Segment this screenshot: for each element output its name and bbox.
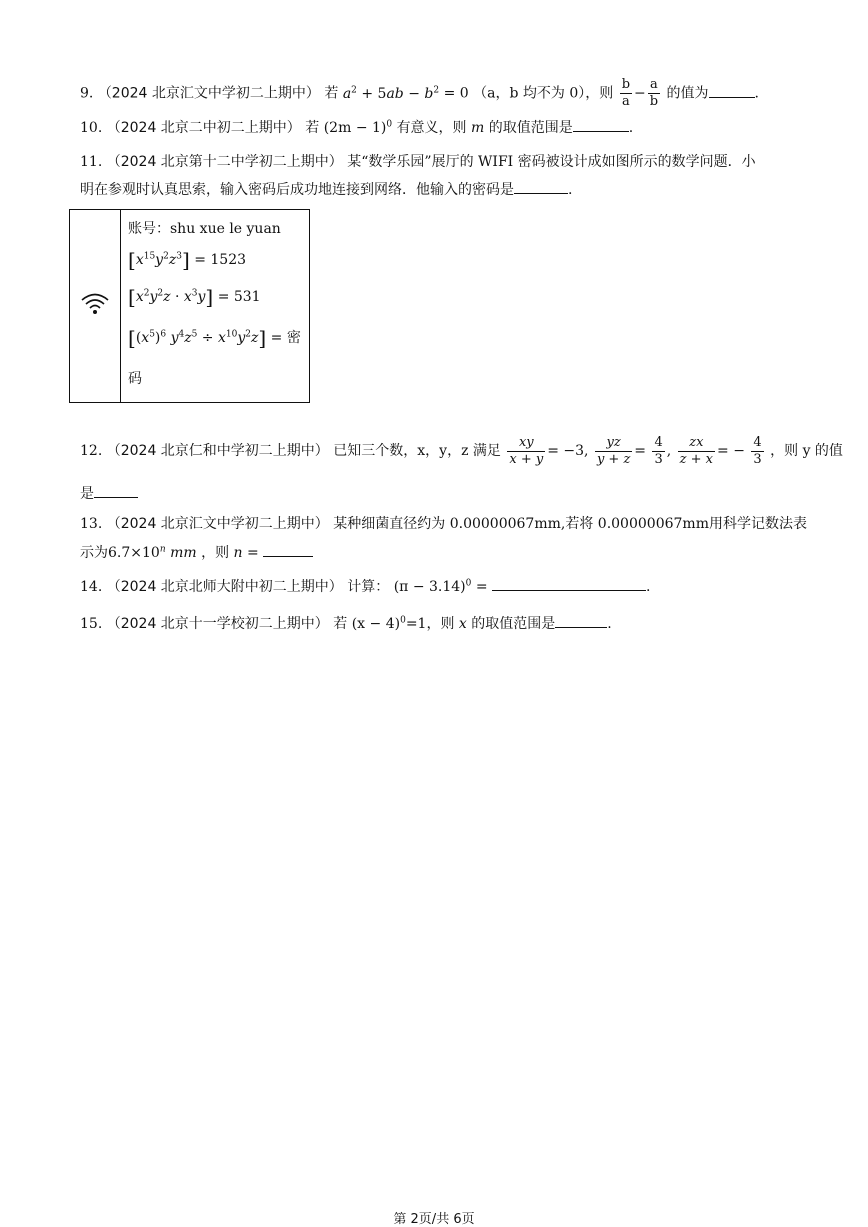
question-14: 14. （2024 北京北师大附中初二上期中） 计算： $(\pi - 3.14)^0$ = . [80,578,651,595]
question-source: （2024 北京北师大附中初二上期中） [106,579,343,595]
account-label: 账号：shu xue le yuan [128,221,281,237]
fraction-zx: $\frac{zx}{z + x}$ [679,434,714,467]
math-expression: $a^2 + 5ab - b^2$ [342,84,440,102]
question-text: 若 [324,85,339,102]
answer-blank[interactable] [555,615,607,628]
math-value: 0.00000067mm [597,516,709,532]
clue-line-3-tail: 码 [128,371,142,387]
question-13-line2: 示为$6.7\times 10^n$ mm ，则 n = [80,543,792,563]
question-number: 13. [80,516,103,532]
clue-line-2: $[x^2y^2z \cdot x^3y] = 531$ [128,285,261,309]
math-expression: $(x - 4)^0$ [351,615,406,632]
question-number: 10. [80,120,103,136]
math-expression: $6.7\times 10^n$ mm [108,544,197,561]
fraction-a-over-b: $\frac{a}{b}$ [649,77,659,109]
question-15: 15. （2024 北京十一学校初二上期中） 若 $(x - 4)^0=1$，则 x 的取值范围是 . [80,615,612,632]
question-number: 9. [80,85,94,102]
answer-blank[interactable] [573,119,629,132]
page-footer: 第 2页/共 6页 [393,1212,475,1227]
answer-blank[interactable] [492,578,646,591]
answer-blank[interactable] [514,181,568,194]
question-12-line2: 是 [80,484,792,504]
question-10: 10. （2024 北京二中初二上期中） 若 $(2m - 1)^0$ 有意义，则 m 的取值范围是 . [80,119,634,136]
question-number: 12. [80,443,103,459]
question-source: （2024 北京第十二中学初二上期中） [106,154,343,170]
clue-line-1: $[x^{15}y^2z^3] = 1523$ [128,248,247,272]
question-11: 11. （2024 北京第十二中学初二上期中） 某“数学乐园”展厅的 WIFI 密码被设计成如图所示的数学问题．小 [80,154,756,170]
fraction-yz: $\frac{yz}{y + z}$ [596,434,631,467]
clue-line-3: [$(x^5)^6$ $y^4z^5 \div x^{10}y^2z$] = 密 [128,326,301,350]
question-source: （2024 北京二中初二上期中） [106,120,301,136]
question-12: 12. （2024 北京仁和中学初二上期中） 已知三个数，x，y，z 满足 $\frac{xy}{x + y}$ = −3, $\frac{yz}{y + z}$ = $\frac{4}{3}$ , $\frac{zx}{z + x}$ = − $\frac{4}{3}$ ，则 y 的值 [80,434,843,467]
answer-blank[interactable] [709,85,755,98]
math-variable: m [471,120,485,136]
fraction-b-over-a: $\frac{b}{a}$ [621,77,631,109]
math-value: 0.00000067mm [449,516,561,532]
math-equals: = 0 [443,85,469,102]
question-number: 11. [80,154,103,170]
math-expression: $(\pi - 3.14)^0$ [393,578,472,595]
question-text: 的值为 [666,85,709,102]
question-13: 13. （2024 北京汇文中学初二上期中） 某种细菌直径约为 0.00000067mm,若将 0.00000067mm用科学记数法表 [80,516,807,532]
question-9: 9. （2024 北京汇文中学初二上期中） 若 $a^2 + 5ab - b^2 = 0$ （a，b 均不为 0），则 $\frac{b}{a}$ − $\frac{a}{b}$ 的值为 . [80,77,759,109]
math-expression: $(2m - 1)^0$ [323,119,393,136]
math-variable: x [458,616,467,632]
answer-blank[interactable] [94,485,138,498]
question-source: （2024 北京仁和中学初二上期中） [106,443,329,459]
question-11-line2: 明在参观时认真思索，输入密码后成功地连接到网络．他输入的密码是 . [80,182,573,198]
answer-blank[interactable] [263,544,313,557]
wifi-icon [80,290,110,316]
question-number: 14. [80,579,103,595]
question-source: （2024 北京汇文中学初二上期中） [97,85,320,102]
fraction-xy: $\frac{xy}{x + y}$ [509,434,544,467]
question-number: 15. [80,616,103,632]
wifi-icon-cell [70,210,121,402]
question-source: （2024 北京汇文中学初二上期中） [106,516,329,532]
fraction-four-thirds-neg: $\frac{4}{3}$ [753,434,762,467]
question-text: （a，b 均不为 0），则 [473,85,614,102]
wifi-password-box [69,209,310,403]
question-source: （2024 北京十一学校初二上期中） [106,616,329,632]
fraction-four-thirds: $\frac{4}{3}$ [654,434,663,467]
